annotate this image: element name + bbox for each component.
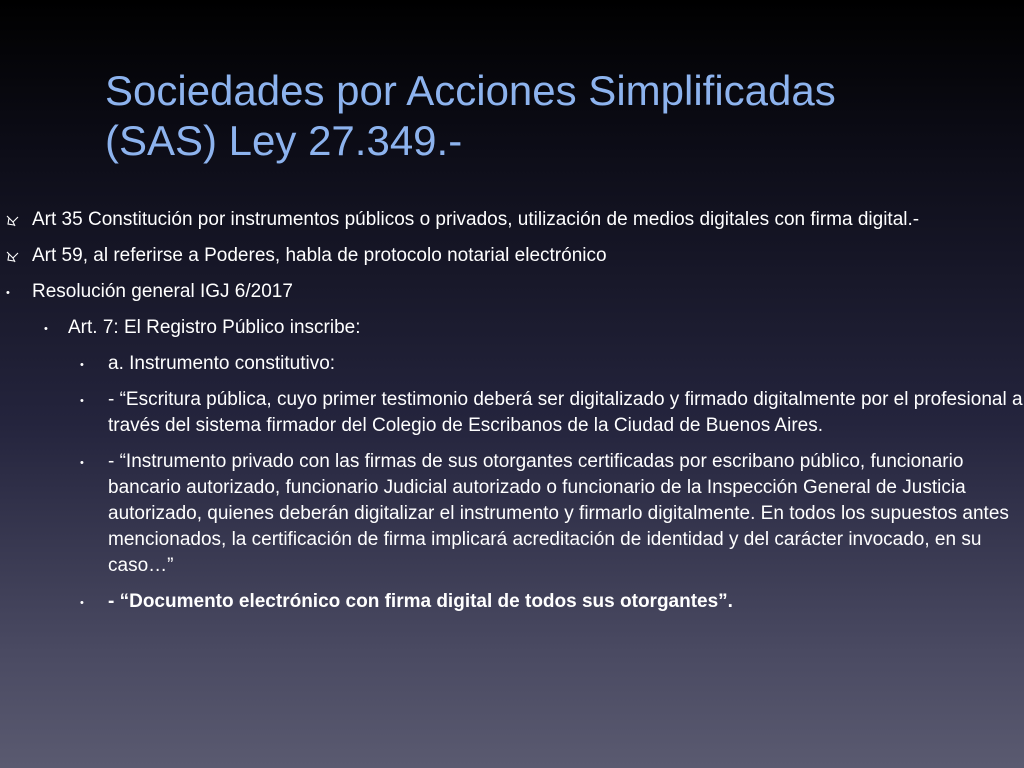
bullet-dot-icon: • (80, 457, 84, 469)
bullet-text: Resolución general IGJ 6/2017 (32, 281, 293, 302)
bullet-text: - “Escritura pública, cuyo primer testimonio deberá ser digitalizado y firmado digitalmente por el profesional a través del sistema firmador del Colegio de Escribanos de la Ciudad de Buenos Aires. (108, 389, 1023, 436)
bullet-item (0, 589, 1024, 615)
bullet-item (0, 279, 1024, 305)
bullet-item (0, 207, 1024, 233)
bullet-item (0, 387, 1024, 439)
bullet-text: Art 35 Constitución por instrumentos públicos o privados, utilización de medios digitales con firma digital.- (32, 209, 920, 230)
bullet-text: Art 59, al referirse a Poderes, habla de protocolo notarial electrónico (32, 245, 607, 266)
bullet-dot-icon: • (44, 323, 48, 335)
pointing-hand-icon (6, 249, 20, 263)
bullet-dot-icon: • (80, 395, 84, 407)
bullet-dot-icon: • (6, 287, 10, 299)
bullet-item (0, 243, 1024, 269)
bullet-text: Art. 7: El Registro Público inscribe: (68, 317, 361, 338)
bullet-text: a. Instrumento constitutivo: (108, 353, 336, 374)
bullet-text: - “Documento electrónico con firma digital de todos sus otorgantes”. (108, 591, 733, 612)
title-line-1: Sociedades por Acciones Simplificadas (105, 67, 836, 114)
pointing-hand-icon (6, 213, 20, 227)
bullet-item (0, 351, 1024, 377)
bullet-dot-icon: • (80, 359, 84, 371)
slide-title (105, 66, 1005, 166)
bullet-item (0, 449, 1024, 579)
bullet-text: - “Instrumento privado con las firmas de sus otorgantes certificadas por escribano público, funcionario bancario autorizado, funcionario Judicial autorizado o funcionario de la Inspección General de Justicia autorizado, quienes deberán digitalizar el instrumento y firmarlo digitalmente. En todos los supuestos antes mencionados, la certificación de firma implicará acreditación de identidad y del carácter invocado, en su caso…” (108, 451, 1009, 576)
bullet-list (0, 207, 1024, 625)
bullet-dot-icon: • (80, 597, 84, 609)
title-line-2: (SAS) Ley 27.349.- (105, 117, 463, 164)
bullet-item (0, 315, 1024, 341)
